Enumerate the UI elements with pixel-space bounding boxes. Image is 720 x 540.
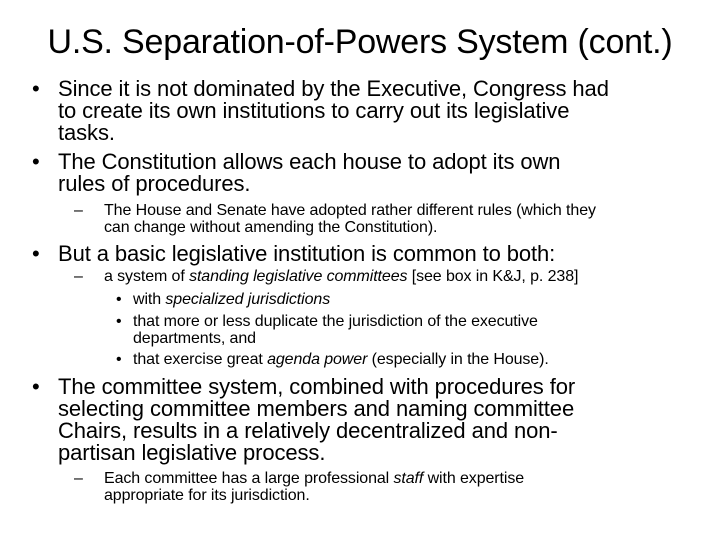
sub-sub-bullet-item bbox=[133, 291, 330, 308]
emphasis-text: standing legislative committees bbox=[189, 268, 408, 285]
bullet-line: tasks. bbox=[58, 120, 115, 145]
sub-sub-bullet-line: departments, and bbox=[133, 330, 256, 347]
sub-bullet-line bbox=[104, 470, 524, 487]
emphasis-text: agenda power bbox=[267, 351, 368, 368]
sub-sub-bullet-mark: • bbox=[116, 351, 122, 368]
sub-bullet-line: appropriate for its jurisdiction. bbox=[104, 487, 310, 504]
sub-bullet-item bbox=[104, 268, 578, 285]
emphasis-text: specialized jurisdictions bbox=[165, 291, 331, 308]
bullet-item bbox=[58, 376, 575, 464]
bullet-line: The Constitution allows each house to adopt its own bbox=[58, 149, 561, 174]
bullet-mark: • bbox=[32, 374, 40, 399]
dash-mark: – bbox=[74, 470, 83, 487]
bullet-mark: • bbox=[32, 76, 40, 101]
bullet-line: Chairs, results in a relatively decentralized and non- bbox=[58, 418, 558, 443]
sub-bullet-line: can change without amending the Constitution). bbox=[104, 219, 438, 236]
bullet-line: partisan legislative process. bbox=[58, 440, 326, 465]
slide-title: U.S. Separation-of-Powers System (cont.) bbox=[47, 23, 673, 61]
sub-bullet-item bbox=[104, 470, 524, 504]
sub-sub-bullet-line: that more or less duplicate the jurisdiction of the executive bbox=[133, 313, 538, 330]
sub-bullet-text: Each committee has a large professional bbox=[104, 470, 394, 487]
bullet-line: selecting committee members and naming committee bbox=[58, 396, 575, 421]
sub-sub-bullet-text: (especially in the House). bbox=[367, 351, 549, 368]
bullet-line: rules of procedures. bbox=[58, 171, 251, 196]
bullet-item bbox=[58, 151, 560, 195]
emphasis-text: staff bbox=[393, 470, 424, 487]
sub-bullet-text: [see box in K&J, p. 238] bbox=[407, 268, 579, 285]
dash-mark: – bbox=[74, 268, 83, 285]
sub-bullet-text: with expertise bbox=[423, 470, 525, 487]
bullet-item bbox=[58, 78, 609, 144]
sub-sub-bullet-text: that exercise great bbox=[133, 351, 268, 368]
bullet-mark: • bbox=[32, 241, 40, 266]
dash-mark: – bbox=[74, 202, 83, 219]
sub-sub-bullet-mark: • bbox=[116, 291, 122, 308]
sub-sub-bullet-mark: • bbox=[116, 313, 122, 330]
bullet-line: Since it is not dominated by the Executive, Congress had bbox=[58, 76, 609, 101]
bullet-line: to create its own institutions to carry out its legislative bbox=[58, 98, 570, 123]
sub-sub-bullet-item bbox=[133, 351, 549, 368]
sub-bullet-item bbox=[104, 202, 596, 236]
bullet-item bbox=[58, 243, 555, 265]
bullet-mark: • bbox=[32, 149, 40, 174]
bullet-line: But a basic legislative institution is common to both: bbox=[58, 241, 556, 266]
sub-bullet-line: The House and Senate have adopted rather different rules (which they bbox=[104, 202, 596, 219]
sub-bullet-text: a system of bbox=[104, 268, 190, 285]
bullet-line: The committee system, combined with procedures for bbox=[58, 374, 576, 399]
sub-sub-bullet-item bbox=[133, 313, 538, 347]
sub-sub-bullet-text: with bbox=[133, 291, 166, 308]
